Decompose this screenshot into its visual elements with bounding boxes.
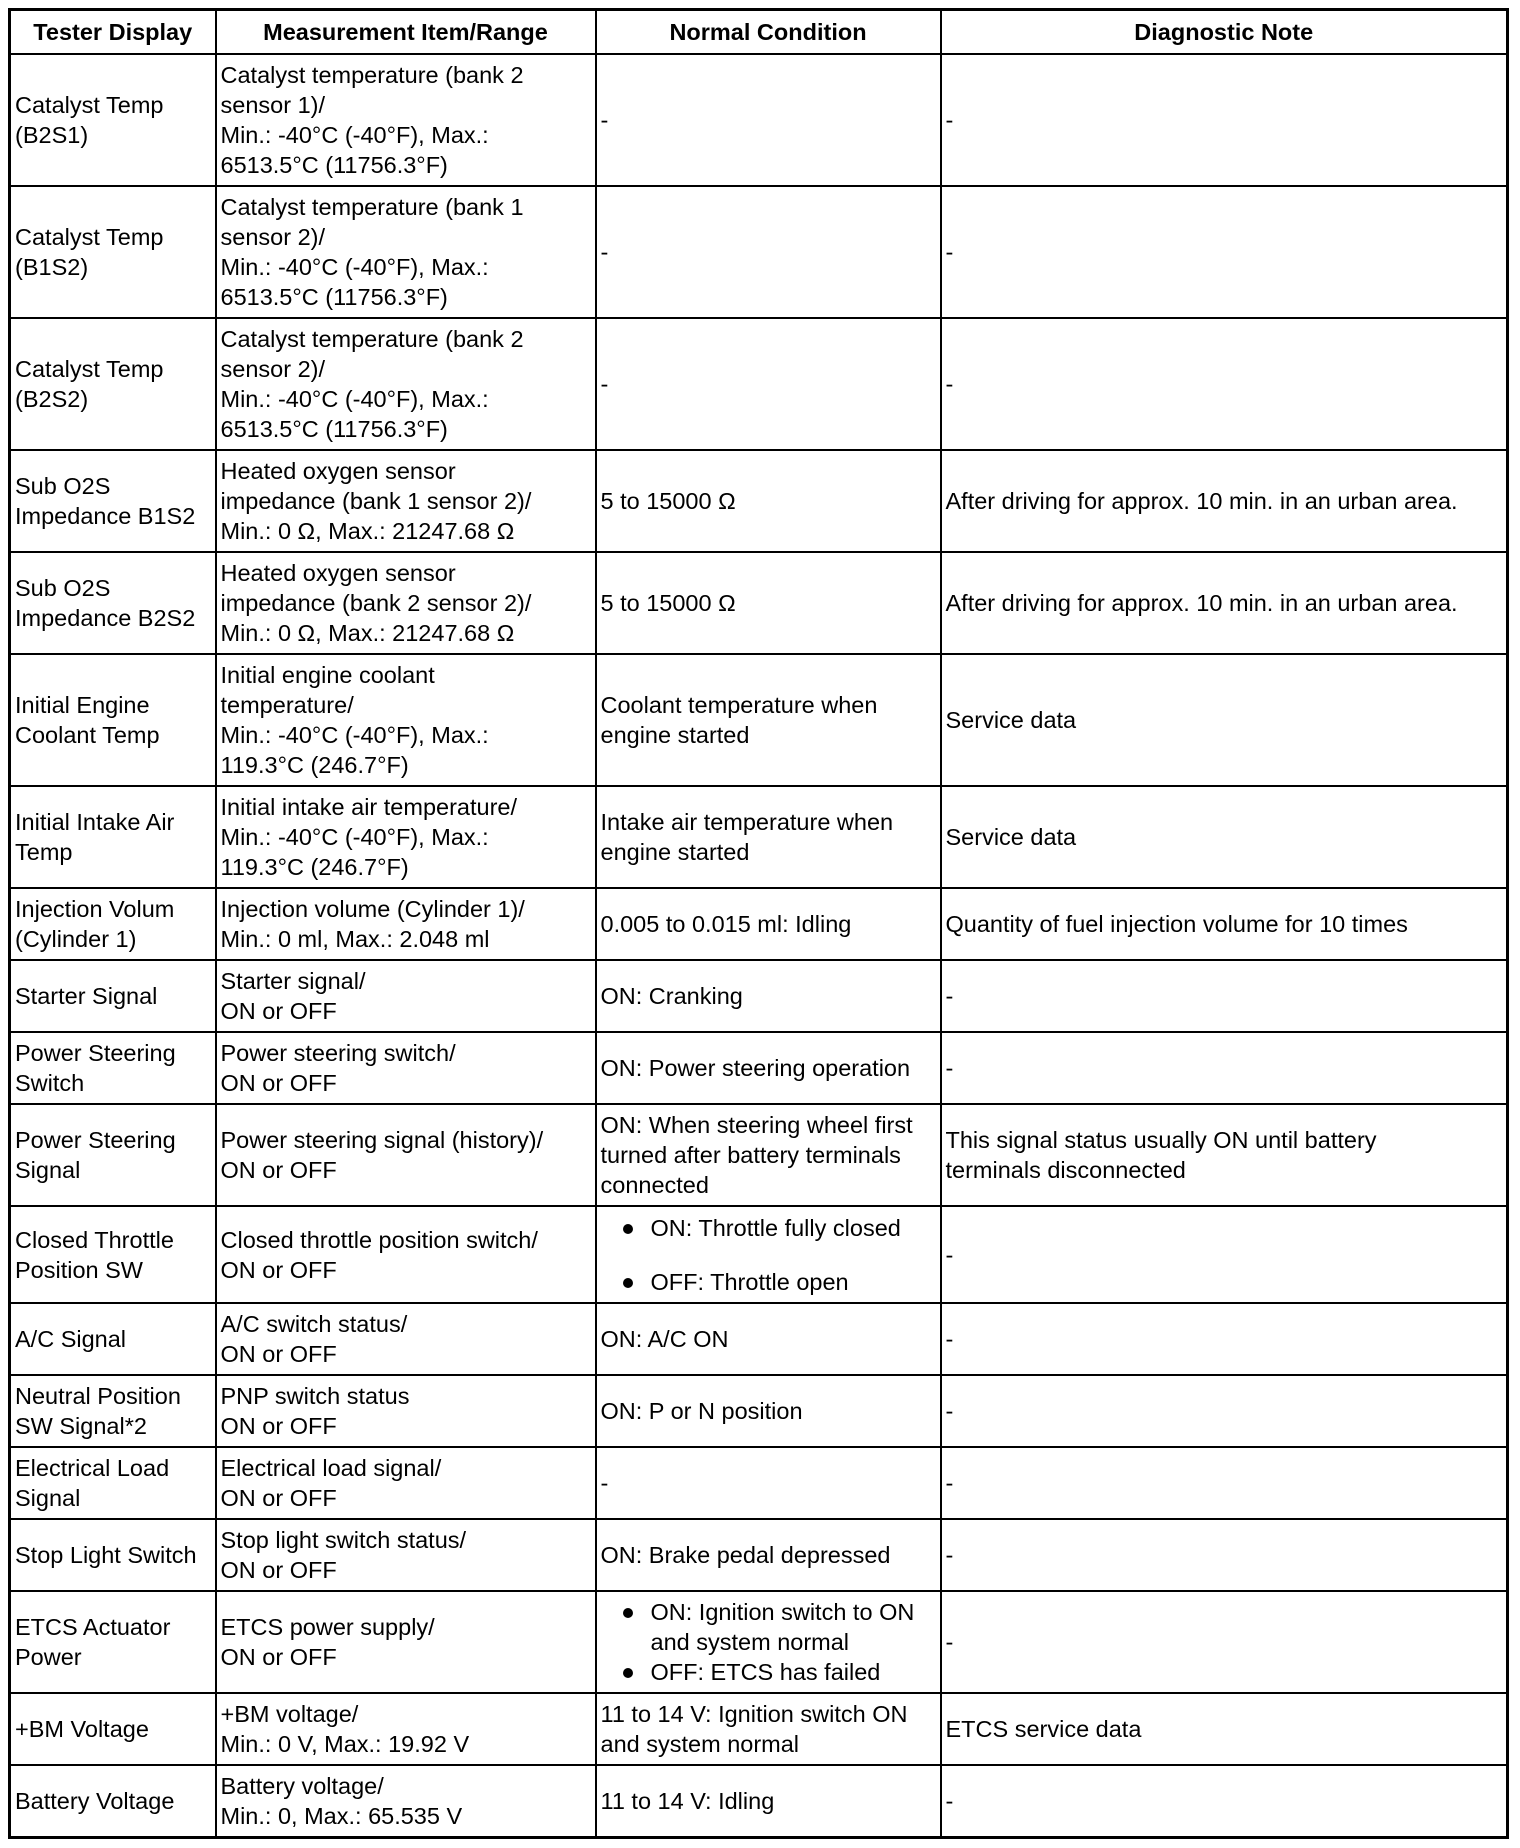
table-row: [10, 888, 1508, 960]
cell-text: -: [945, 1326, 954, 1352]
tester-display-cell: [10, 1375, 216, 1447]
table-row: [10, 318, 1508, 450]
cell-text: Catalyst temperature (bank 2: [220, 326, 524, 352]
tester-display-cell: [10, 1206, 216, 1303]
cell-text: Initial intake air temperature/: [220, 794, 518, 820]
measurement-item-cell: [216, 1104, 596, 1206]
measurement-item-cell: [216, 1591, 596, 1693]
cell-text: ON: Brake pedal depressed: [600, 1542, 891, 1568]
normal-condition-cell: [596, 54, 941, 186]
diagnostic-note-cell: [941, 1519, 1508, 1591]
cell-text: ON: Ignition switch to ON and system normal: [650, 1599, 915, 1655]
diagnostic-note-cell: [941, 54, 1508, 186]
measurement-item-cell: [216, 1032, 596, 1104]
cell-text: 6513.5°C (11756.3°F): [220, 416, 448, 442]
table-row: [10, 1765, 1508, 1837]
cell-text: Starter signal/: [220, 968, 366, 994]
cell-text: Injection Volum: [15, 896, 175, 922]
tester-display-cell: [10, 186, 216, 318]
cell-text: terminals disconnected: [945, 1157, 1186, 1183]
diagnostic-note-cell: [941, 1104, 1508, 1206]
cell-text: A/C Signal: [15, 1326, 127, 1352]
normal-condition-cell: [596, 318, 941, 450]
cell-text: -: [600, 371, 609, 397]
cell-text: and system normal: [600, 1731, 800, 1757]
cell-text: -: [945, 1629, 954, 1655]
normal-condition-cell: [596, 552, 941, 654]
cell-text: ON or OFF: [220, 998, 337, 1024]
cell-text: -: [945, 983, 954, 1009]
cell-text: Impedance B2S2: [15, 605, 196, 631]
cell-text: Position SW: [15, 1256, 143, 1283]
cell-text: (B2S2): [15, 386, 89, 412]
cell-text: Signal: [15, 1485, 81, 1511]
bullet-icon: [623, 1224, 633, 1234]
cell-text: ON or OFF: [220, 1413, 337, 1439]
measurement-item-cell: [216, 552, 596, 654]
cell-text: -: [945, 107, 954, 133]
cell-text: ON or OFF: [220, 1157, 337, 1183]
diagnostic-note-cell: [941, 1447, 1508, 1519]
cell-text: Coolant Temp: [15, 722, 160, 748]
cell-text: 119.3°C (246.7°F): [220, 752, 409, 778]
tester-display-cell: [10, 1032, 216, 1104]
cell-text: Service data: [945, 707, 1077, 733]
cell-text: 6513.5°C (11756.3°F): [220, 152, 448, 178]
measurement-item-cell: [216, 1303, 596, 1375]
cell-text: -: [945, 1398, 954, 1424]
cell-text: ON: A/C ON: [600, 1326, 729, 1352]
diagnostic-note-cell: [941, 186, 1508, 318]
normal-condition-cell: [596, 1519, 941, 1591]
table-row: [10, 1375, 1508, 1447]
diagnostic-note-cell: [941, 888, 1508, 960]
diagnostic-note-cell: [941, 1765, 1508, 1837]
cell-text: impedance (bank 1 sensor 2)/: [220, 488, 532, 514]
normal-condition-cell: [596, 1303, 941, 1375]
measurement-item-cell: [216, 54, 596, 186]
cell-text: Initial Engine: [15, 692, 150, 718]
cell-text: Power Steering: [15, 1127, 176, 1153]
normal-condition-cell: [596, 1375, 941, 1447]
list-item: [601, 1597, 936, 1657]
diagnostic-note-cell: [941, 318, 1508, 450]
table-row: [10, 1032, 1508, 1104]
table-row: [10, 1206, 1508, 1303]
diagnostic-note-cell: [941, 552, 1508, 654]
normal-condition-cell: [596, 888, 941, 960]
cell-text: Min.: 0 ml, Max.: 2.048 ml: [220, 926, 490, 952]
cell-text: connected: [600, 1172, 709, 1198]
cell-text: After driving for approx. 10 min. in an urban area.: [945, 590, 1458, 616]
normal-condition-cell: [596, 786, 941, 888]
cell-text: ETCS Actuator: [15, 1614, 171, 1640]
cell-text: ON or OFF: [220, 1070, 337, 1096]
cell-text: 6513.5°C (11756.3°F): [220, 284, 448, 310]
table-row: [10, 1693, 1508, 1765]
cell-text: Stop Light Switch: [15, 1542, 197, 1568]
tester-display-cell: [10, 960, 216, 1032]
cell-text: ETCS service data: [945, 1716, 1142, 1742]
cell-text: Battery voltage/: [220, 1772, 384, 1799]
table-row: [10, 1519, 1508, 1591]
measurement-item-cell: [216, 1693, 596, 1765]
header-diagnostic-note: Diagnostic Note: [941, 10, 1508, 55]
normal-condition-cell: [596, 654, 941, 786]
tester-display-cell: [10, 786, 216, 888]
cell-text: impedance (bank 2 sensor 2)/: [220, 590, 532, 616]
cell-text: Min.: -40°C (-40°F), Max.:: [220, 122, 489, 148]
table-row: [10, 654, 1508, 786]
cell-text: Min.: 0 Ω, Max.: 21247.68 Ω: [220, 518, 515, 544]
header-row: [10, 10, 1508, 55]
table-row: [10, 1591, 1508, 1693]
normal-condition-list: [601, 1597, 936, 1687]
cell-text: (B1S2): [15, 254, 89, 280]
cell-text: engine started: [600, 722, 750, 748]
list-item: [601, 1267, 936, 1297]
diagnostic-note-cell: [941, 1375, 1508, 1447]
cell-text: Intake air temperature when: [600, 809, 894, 835]
cell-text: Min.: 0, Max.: 65.535 V: [220, 1802, 463, 1829]
cell-text: 11 to 14 V: Idling: [600, 1787, 775, 1814]
cell-text: Sub O2S: [15, 473, 111, 499]
table-row: [10, 1303, 1508, 1375]
measurement-item-cell: [216, 318, 596, 450]
cell-text: ON or OFF: [220, 1256, 337, 1283]
tester-display-cell: [10, 552, 216, 654]
cell-text: -: [600, 107, 609, 133]
tester-display-cell: [10, 1303, 216, 1375]
cell-text: sensor 2)/: [220, 356, 325, 382]
cell-text: (B2S1): [15, 122, 89, 148]
cell-text: 5 to 15000 Ω: [600, 488, 736, 514]
cell-text: -: [945, 239, 954, 265]
table-row: [10, 960, 1508, 1032]
cell-text: Sub O2S: [15, 575, 111, 601]
measurement-item-cell: [216, 888, 596, 960]
cell-text: SW Signal*2: [15, 1413, 147, 1439]
tester-display-cell: [10, 1104, 216, 1206]
cell-text: ON or OFF: [220, 1485, 337, 1511]
tester-display-cell: [10, 1693, 216, 1765]
measurement-item-cell: [216, 960, 596, 1032]
normal-condition-cell: [596, 186, 941, 318]
table-row: [10, 450, 1508, 552]
cell-text: Coolant temperature when: [600, 692, 878, 718]
cell-text: Signal: [15, 1157, 81, 1183]
cell-text: Catalyst Temp: [15, 92, 164, 118]
cell-text: -: [945, 1055, 954, 1081]
normal-condition-cell: [596, 1206, 941, 1303]
cell-text: Power: [15, 1644, 82, 1670]
cell-text: temperature/: [220, 692, 354, 718]
tester-display-cell: [10, 450, 216, 552]
cell-text: ON or OFF: [220, 1644, 337, 1670]
cell-text: -: [945, 1241, 954, 1268]
cell-text: Service data: [945, 824, 1077, 850]
cell-text: engine started: [600, 839, 750, 865]
header-measurement-item: Measurement Item/Range: [216, 10, 596, 55]
cell-text: sensor 1)/: [220, 92, 325, 118]
cell-text: Switch: [15, 1070, 85, 1096]
cell-text: Closed throttle position switch/: [220, 1226, 538, 1253]
bullet-icon: [623, 1608, 633, 1618]
cell-text: Electrical Load: [15, 1455, 170, 1481]
bullet-icon: [623, 1278, 633, 1288]
normal-condition-cell: [596, 1591, 941, 1693]
normal-condition-cell: [596, 450, 941, 552]
normal-condition-cell: [596, 1032, 941, 1104]
cell-text: Power steering switch/: [220, 1040, 456, 1066]
cell-text: 119.3°C (246.7°F): [220, 854, 409, 880]
cell-text: Min.: -40°C (-40°F), Max.:: [220, 386, 489, 412]
measurement-item-cell: [216, 1519, 596, 1591]
cell-text: A/C switch status/: [220, 1311, 408, 1337]
cell-text: Impedance B1S2: [15, 503, 196, 529]
cell-text: Quantity of fuel injection volume for 10 times: [945, 911, 1408, 937]
cell-text: Electrical load signal/: [220, 1455, 442, 1481]
table-row: [10, 786, 1508, 888]
measurement-item-cell: [216, 786, 596, 888]
cell-text: ETCS power supply/: [220, 1614, 435, 1640]
cell-text: ON or OFF: [220, 1341, 337, 1367]
cell-text: +BM Voltage: [15, 1716, 149, 1742]
measurement-item-cell: [216, 1206, 596, 1303]
diagnostic-note-cell: [941, 960, 1508, 1032]
cell-text: Catalyst temperature (bank 1: [220, 194, 524, 220]
tester-display-cell: [10, 888, 216, 960]
cell-text: Battery Voltage: [15, 1787, 175, 1814]
cell-text: sensor 2)/: [220, 224, 325, 250]
cell-text: Initial Intake Air: [15, 809, 175, 835]
diagnostic-note-cell: [941, 450, 1508, 552]
cell-text: (Cylinder 1): [15, 926, 137, 952]
tester-display-cell: [10, 654, 216, 786]
normal-condition-cell: [596, 960, 941, 1032]
cell-text: Heated oxygen sensor: [220, 458, 456, 484]
cell-text: 5 to 15000 Ω: [600, 590, 736, 616]
cell-text: After driving for approx. 10 min. in an urban area.: [945, 488, 1458, 514]
tester-display-cell: [10, 1765, 216, 1837]
cell-text: Min.: -40°C (-40°F), Max.:: [220, 722, 489, 748]
measurement-item-cell: [216, 1375, 596, 1447]
cell-text: -: [945, 1787, 954, 1814]
cell-text: -: [945, 1542, 954, 1568]
cell-text: +BM voltage/: [220, 1701, 359, 1727]
normal-condition-cell: [596, 1765, 941, 1837]
table-row: [10, 1104, 1508, 1206]
tester-display-cell: [10, 1591, 216, 1693]
normal-condition-cell: [596, 1104, 941, 1206]
cell-text: -: [945, 371, 954, 397]
cell-text: Min.: -40°C (-40°F), Max.:: [220, 824, 489, 850]
diagnostic-note-cell: [941, 786, 1508, 888]
tester-display-cell: [10, 54, 216, 186]
cell-text: Min.: 0 Ω, Max.: 21247.68 Ω: [220, 620, 515, 646]
list-item: [601, 1213, 936, 1243]
cell-text: Heated oxygen sensor: [220, 560, 456, 586]
cell-text: Catalyst temperature (bank 2: [220, 62, 524, 88]
cell-text: 0.005 to 0.015 ml: Idling: [600, 911, 852, 937]
normal-condition-list: [601, 1213, 936, 1297]
bullet-icon: [623, 1668, 633, 1678]
cell-text: Injection volume (Cylinder 1)/: [220, 896, 525, 922]
cell-text: ON: When steering wheel first: [600, 1112, 913, 1138]
data-list-table: [8, 8, 1509, 1839]
cell-text: PNP switch status: [220, 1383, 410, 1409]
cell-text: -: [600, 239, 609, 265]
cell-text: Starter Signal: [15, 983, 158, 1009]
cell-text: -: [945, 1470, 954, 1496]
normal-condition-cell: [596, 1693, 941, 1765]
diagnostic-note-cell: [941, 1032, 1508, 1104]
cell-text: Min.: -40°C (-40°F), Max.:: [220, 254, 489, 280]
measurement-item-cell: [216, 1447, 596, 1519]
cell-text: Min.: 0 V, Max.: 19.92 V: [220, 1731, 470, 1757]
cell-text: Power Steering: [15, 1040, 176, 1066]
cell-text: Neutral Position: [15, 1383, 181, 1409]
cell-text: ON: P or N position: [600, 1398, 803, 1424]
tester-display-cell: [10, 1447, 216, 1519]
diagnostic-note-cell: [941, 1206, 1508, 1303]
cell-text: This signal status usually ON until battery: [945, 1127, 1377, 1153]
cell-text: ON: Throttle fully closed: [650, 1214, 901, 1241]
tester-display-cell: [10, 318, 216, 450]
table-row: [10, 54, 1508, 186]
table-row: [10, 552, 1508, 654]
table-row: [10, 186, 1508, 318]
cell-text: Initial engine coolant: [220, 662, 435, 688]
cell-text: Stop light switch status/: [220, 1527, 467, 1553]
cell-text: ON: Cranking: [600, 983, 743, 1009]
diagnostic-note-cell: [941, 1591, 1508, 1693]
cell-text: Power steering signal (history)/: [220, 1127, 544, 1153]
normal-condition-cell: [596, 1447, 941, 1519]
tester-display-cell: [10, 1519, 216, 1591]
diagnostic-note-cell: [941, 654, 1508, 786]
cell-text: ON: Power steering operation: [600, 1055, 911, 1081]
diagnostic-note-cell: [941, 1693, 1508, 1765]
cell-text: OFF: Throttle open: [650, 1268, 849, 1295]
cell-text: Closed Throttle: [15, 1226, 174, 1253]
cell-text: -: [600, 1470, 609, 1496]
table-row: [10, 1447, 1508, 1519]
header-normal-condition: Normal Condition: [596, 10, 941, 55]
measurement-item-cell: [216, 186, 596, 318]
cell-text: 11 to 14 V: Ignition switch ON: [600, 1701, 908, 1727]
measurement-item-cell: [216, 1765, 596, 1837]
cell-text: Catalyst Temp: [15, 224, 164, 250]
cell-text: Temp: [15, 839, 73, 865]
cell-text: Catalyst Temp: [15, 356, 164, 382]
cell-text: ON or OFF: [220, 1557, 337, 1583]
measurement-item-cell: [216, 450, 596, 552]
cell-text: OFF: ETCS has failed: [650, 1659, 881, 1685]
measurement-item-cell: [216, 654, 596, 786]
diagnostic-note-cell: [941, 1303, 1508, 1375]
header-tester-display: Tester Display: [10, 10, 216, 55]
cell-text: turned after battery terminals: [600, 1142, 901, 1168]
list-item: [601, 1657, 936, 1687]
